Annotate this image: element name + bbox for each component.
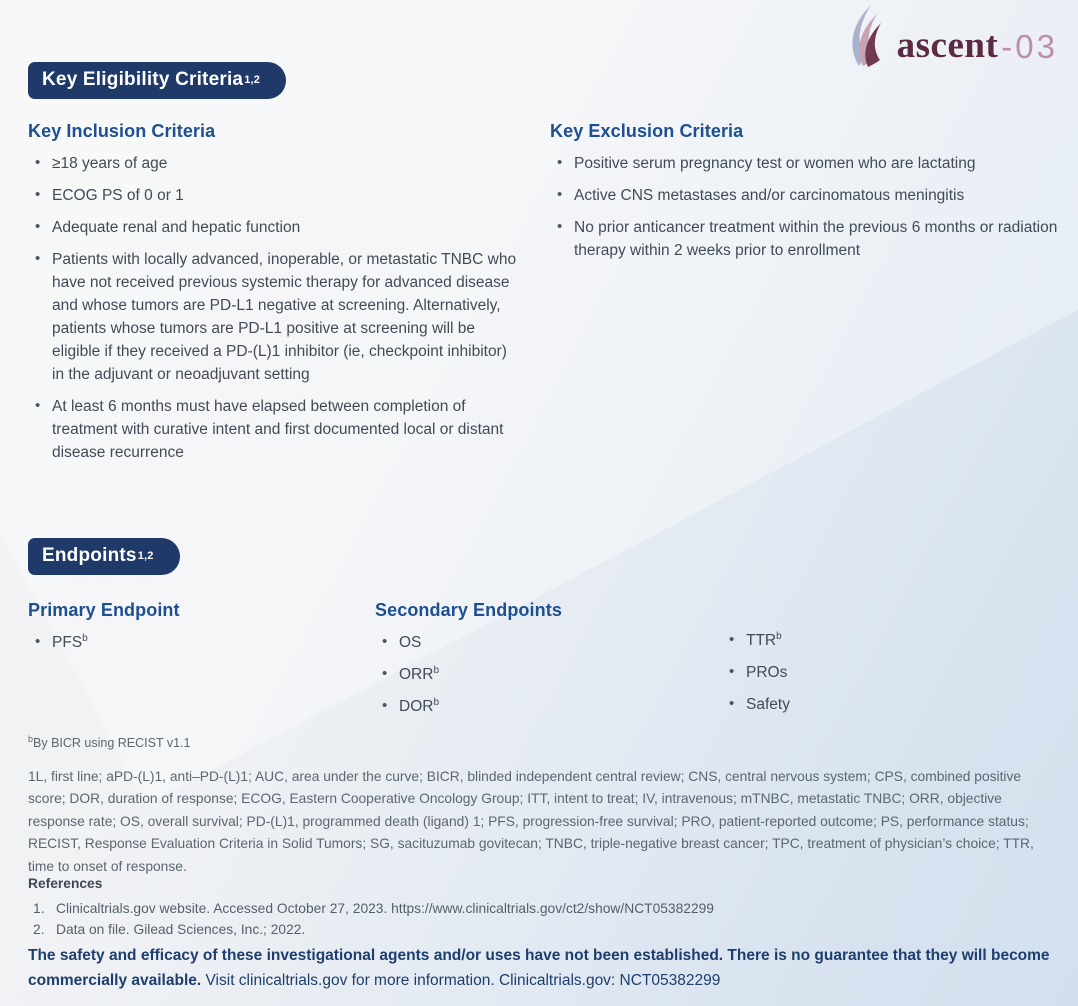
eligibility-section-title: Key Eligibility Criteria xyxy=(42,68,244,90)
primary-endpoint-heading: Primary Endpoint xyxy=(28,600,180,620)
bicr-footnote xyxy=(28,733,191,750)
references-heading: References xyxy=(28,876,103,891)
safety-disclaimer xyxy=(28,944,1062,993)
list-item: • Active CNS metastases and/or carcinomatous meningitis xyxy=(550,184,1062,207)
inclusion-heading: Key Inclusion Criteria xyxy=(28,121,216,141)
secondary-endpoints-list xyxy=(375,631,695,718)
references-block xyxy=(28,876,1028,940)
list-item: • DOR$^b$ xyxy=(375,695,695,718)
list-item: • At least 6 months must have elapsed between completion of treatment with curative intent and first documented local or distant disease recurrence xyxy=(28,395,522,464)
list-item: • ≥18 years of age xyxy=(28,152,522,175)
references-list xyxy=(28,898,1028,940)
list-item: • TTR$^b$ xyxy=(722,629,1042,652)
inclusion-list xyxy=(28,152,522,464)
flame-swoosh-icon xyxy=(847,4,893,68)
ascent-03-logo xyxy=(847,4,1058,68)
eligibility-section-header: Key Eligibility Criteria 1,2 xyxy=(28,62,286,99)
footnote-text: By BICR using RECIST v1.1 xyxy=(33,736,191,750)
list-item: • OS xyxy=(375,631,695,654)
list-item: • PROs xyxy=(722,661,1042,684)
endpoints-section-header: Endpoints 1,2 xyxy=(28,538,180,575)
footnote-superscript: b xyxy=(28,733,34,744)
endpoints-section-title: Endpoints xyxy=(42,544,137,566)
list-item: • No prior anticancer treatment within the previous 6 months or radiation therapy within 2 weeks prior to enrollment xyxy=(550,216,1062,262)
secondary-endpoints-list-2 xyxy=(722,629,1042,716)
logo-brand-text: ascent xyxy=(896,25,999,66)
list-item: • Patients with locally advanced, inoperable, or metastatic TNBC who have not received previous systemic therapy for advanced disease and whose tumors are PD-L1 negative at screening. Alternatively, patients whose tumors are PD-L1 positive at screening will be eligible if they received a PD-(L)1 inhibitor (ie, checkpoint inhibitor) in the adjuvant or neoadjuvant setting xyxy=(28,248,522,386)
primary-endpoint-column xyxy=(28,600,348,663)
disclaimer-bold-text: The safety and efficacy of these investigational agents and/or uses have not been established. There is no guarantee that they will become commercially available. xyxy=(28,947,1050,989)
exclusion-list xyxy=(550,152,1062,262)
list-item: Clinicaltrials.gov website. Accessed October 27, 2023. https://www.clinicaltrials.gov/ct2/show/NCT05382299 xyxy=(56,901,714,916)
abbreviations-paragraph: 1L, first line; aPD-(L)1, anti–PD-(L)1; AUC, area under the curve; BICR, blinded independent central review; CNS, central nervous system; CPS, combined positive score; DOR, duration of response; ECOG, Eastern Cooperative Oncology Group; ITT, intent to treat; IV, intravenous; mTNBC, metastatic TNBC; ORR, objective response rate; OS, overall survival; PD-(L)1, programmed death (ligand) 1; PFS, progression-free survival; PRO, patient-reported outcome; PS, performance status; RECIST, Response Evaluation Criteria in Solid Tumors; SG, sacituzumab govitecan; TNBC, triple-negative breast cancer; TPC, treatment of physician’s choice; TTR, time to onset of response. xyxy=(28,769,1034,874)
secondary-endpoints-column xyxy=(375,600,695,727)
exclusion-heading: Key Exclusion Criteria xyxy=(550,121,744,141)
list-item: • Adequate renal and hepatic function xyxy=(28,216,522,239)
list-item: • PFS$^b$ xyxy=(28,631,348,654)
exclusion-criteria-column xyxy=(550,121,1062,271)
list-item: • ECOG PS of 0 or 1 xyxy=(28,184,522,207)
secondary-endpoints-heading: Secondary Endpoints xyxy=(375,600,562,620)
secondary-endpoints-column-2 xyxy=(722,629,1042,725)
list-item: • ORR$^b$ xyxy=(375,663,695,686)
list-item: Data on file. Gilead Sciences, Inc.; 2022. xyxy=(56,922,306,937)
list-item: • Positive serum pregnancy test or women who are lactating xyxy=(550,152,1062,175)
logo-suffix-text: -03 xyxy=(1001,28,1058,65)
list-item: • Safety xyxy=(722,693,1042,716)
inclusion-criteria-column xyxy=(28,121,522,473)
primary-endpoint-list xyxy=(28,631,348,654)
disclaimer-regular-text: Visit clinicaltrials.gov for more information. Clinicaltrials.gov: NCT05382299 xyxy=(205,971,721,989)
